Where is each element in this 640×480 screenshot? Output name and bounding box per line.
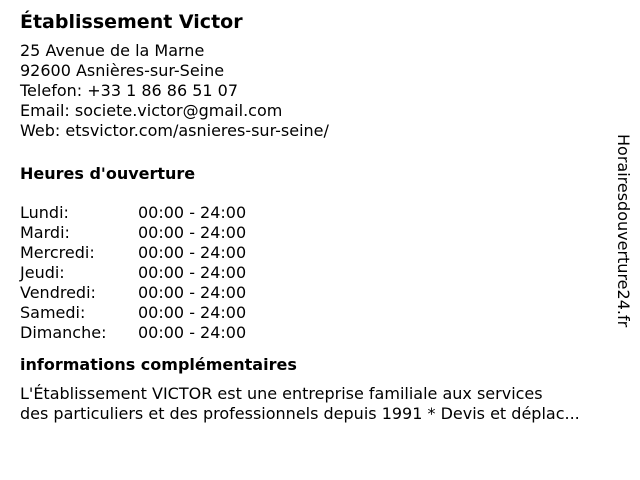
- postal-city: 92600 Asnières-sur-Seine: [20, 61, 225, 80]
- day-label: Vendredi:: [20, 283, 96, 302]
- phone-line: Telefon: +33 1 86 86 51 07: [20, 81, 239, 100]
- street-address: 25 Avenue de la Marne: [20, 41, 205, 60]
- day-label: Mardi:: [20, 223, 70, 242]
- time-range: 00:00 - 24:00: [138, 303, 247, 322]
- info-line: des particuliers et des professionnels depuis 1991 * Devis et déplac...: [20, 404, 580, 423]
- business-name: Établissement Victor: [20, 11, 243, 33]
- business-card: [20, 9, 620, 423]
- time-range: 00:00 - 24:00: [138, 243, 247, 262]
- web-line: Web: etsvictor.com/asnieres-sur-seine/: [20, 121, 329, 140]
- day-label: Mercredi:: [20, 243, 95, 262]
- day-label: Jeudi:: [20, 263, 65, 282]
- additional-info-text: [20, 384, 632, 424]
- day-label: Samedi:: [20, 303, 86, 322]
- day-label: Lundi:: [20, 203, 69, 222]
- additional-info-heading: informations complémentaires: [20, 355, 297, 374]
- time-range: 00:00 - 24:00: [138, 203, 247, 222]
- contact-block: [20, 41, 620, 141]
- time-range: 00:00 - 24:00: [138, 323, 247, 342]
- time-range: 00:00 - 24:00: [138, 263, 247, 282]
- email-line: Email: societe.victor@gmail.com: [20, 101, 283, 120]
- info-line: L'Établissement VICTOR est une entreprise familiale aux services: [20, 384, 543, 403]
- time-range: 00:00 - 24:00: [138, 283, 247, 302]
- watermark-text: Horairesdouverture24.fr: [614, 134, 633, 328]
- day-label: Dimanche:: [20, 323, 107, 342]
- site-watermark: [612, 134, 634, 374]
- opening-hours-heading: Heures d'ouverture: [20, 164, 196, 183]
- time-range: 00:00 - 24:00: [138, 223, 247, 242]
